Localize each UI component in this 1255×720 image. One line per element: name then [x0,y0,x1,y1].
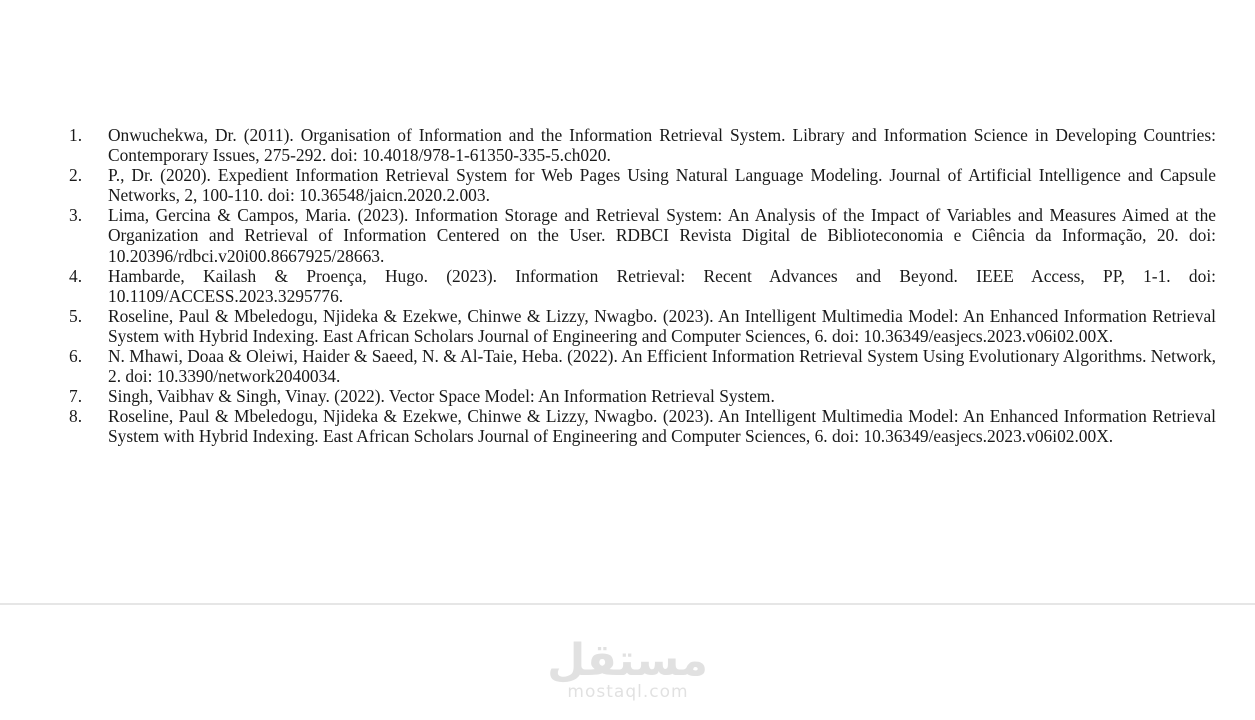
reference-item [64,266,1216,306]
reference-item [64,205,1216,265]
reference-text: Roseline, Paul & Mbeledogu, Njideka & Ezekwe, Chinwe & Lizzy, Nwagbo. (2023). An Intelligent Multimedia Model: An Enhanced Information Retrieval System with Hybrid Indexing. East African Scholars Journal of Engineering and Computer Sciences, 6. doi: 10.36349/easjecs.2023.v06i02.00X. [108,406,1216,447]
reference-number: 8. [69,406,83,427]
reference-item [64,346,1216,386]
reference-text: Singh, Vaibhav & Singh, Vinay. (2022). Vector Space Model: An Information Retrieval System. [108,386,775,407]
reference-item [64,165,1216,205]
reference-text: Lima, Gercina & Campos, Maria. (2023). Information Storage and Retrieval System: An Analysis of the Impact of Variables and Measures Aimed at the Organization and Retrieval of Information Centered on the User. RDBCI Revista Digital de Biblioteconomia e Ciência da Informação, 20. doi: 10.20396/rdbci.v20i00.8667925/28663. [108,205,1216,266]
reference-number: 1. [69,125,83,145]
reference-item [64,125,1216,165]
reference-item [64,406,1216,446]
reference-text: P., Dr. (2020). Expedient Information Retrieval System for Web Pages Using Natural Language Modeling. Journal of Artificial Intelligence and Capsule Networks, 2, 100-110. doi: 10.36548/jaicn.2020.2.003. [108,165,1216,206]
reference-text: Hambarde, Kailash & Proença, Hugo. (2023). Information Retrieval: Recent Advances and Beyond. IEEE Access, PP, 1-1. doi: 10.1109/ACCESS.2023.3295776. [108,265,1216,306]
reference-item [64,306,1216,346]
reference-number: 7. [69,386,83,407]
reference-number: 4. [69,265,83,286]
reference-number: 3. [69,205,83,226]
reference-text: Onwuchekwa, Dr. (2011). Organisation of Information and the Information Retrieval System. Library and Information Science in Developing Countries: Contemporary Issues, 275-292. doi: 10.4018/978-1-61350-335-5.ch020. [108,125,1216,166]
reference-text: N. Mhawi, Doaa & Oleiwi, Haider & Saeed, N. & Al-Taie, Heba. (2022). An Efficient Information Retrieval System Using Evolutionary Algorithms. Network, 2. doi: 10.3390/network2040034. [108,346,1216,387]
reference-number: 5. [69,305,83,326]
reference-number: 2. [69,165,83,186]
mostaql-watermark-logo [548,636,708,708]
watermark-arabic-text: مستقل [547,635,708,686]
reference-text: Roseline, Paul & Mbeledogu, Njideka & Ezekwe, Chinwe & Lizzy, Nwagbo. (2023). An Intelligent Multimedia Model: An Enhanced Information Retrieval System with Hybrid Indexing. East African Scholars Journal of Engineering and Computer Sciences, 6. doi: 10.36349/easjecs.2023.v06i02.00X. [108,305,1216,346]
watermark-latin-text: mostaql.com [567,682,689,702]
reference-list [64,125,1216,447]
reference-item [64,386,1216,406]
reference-number: 6. [69,346,83,367]
